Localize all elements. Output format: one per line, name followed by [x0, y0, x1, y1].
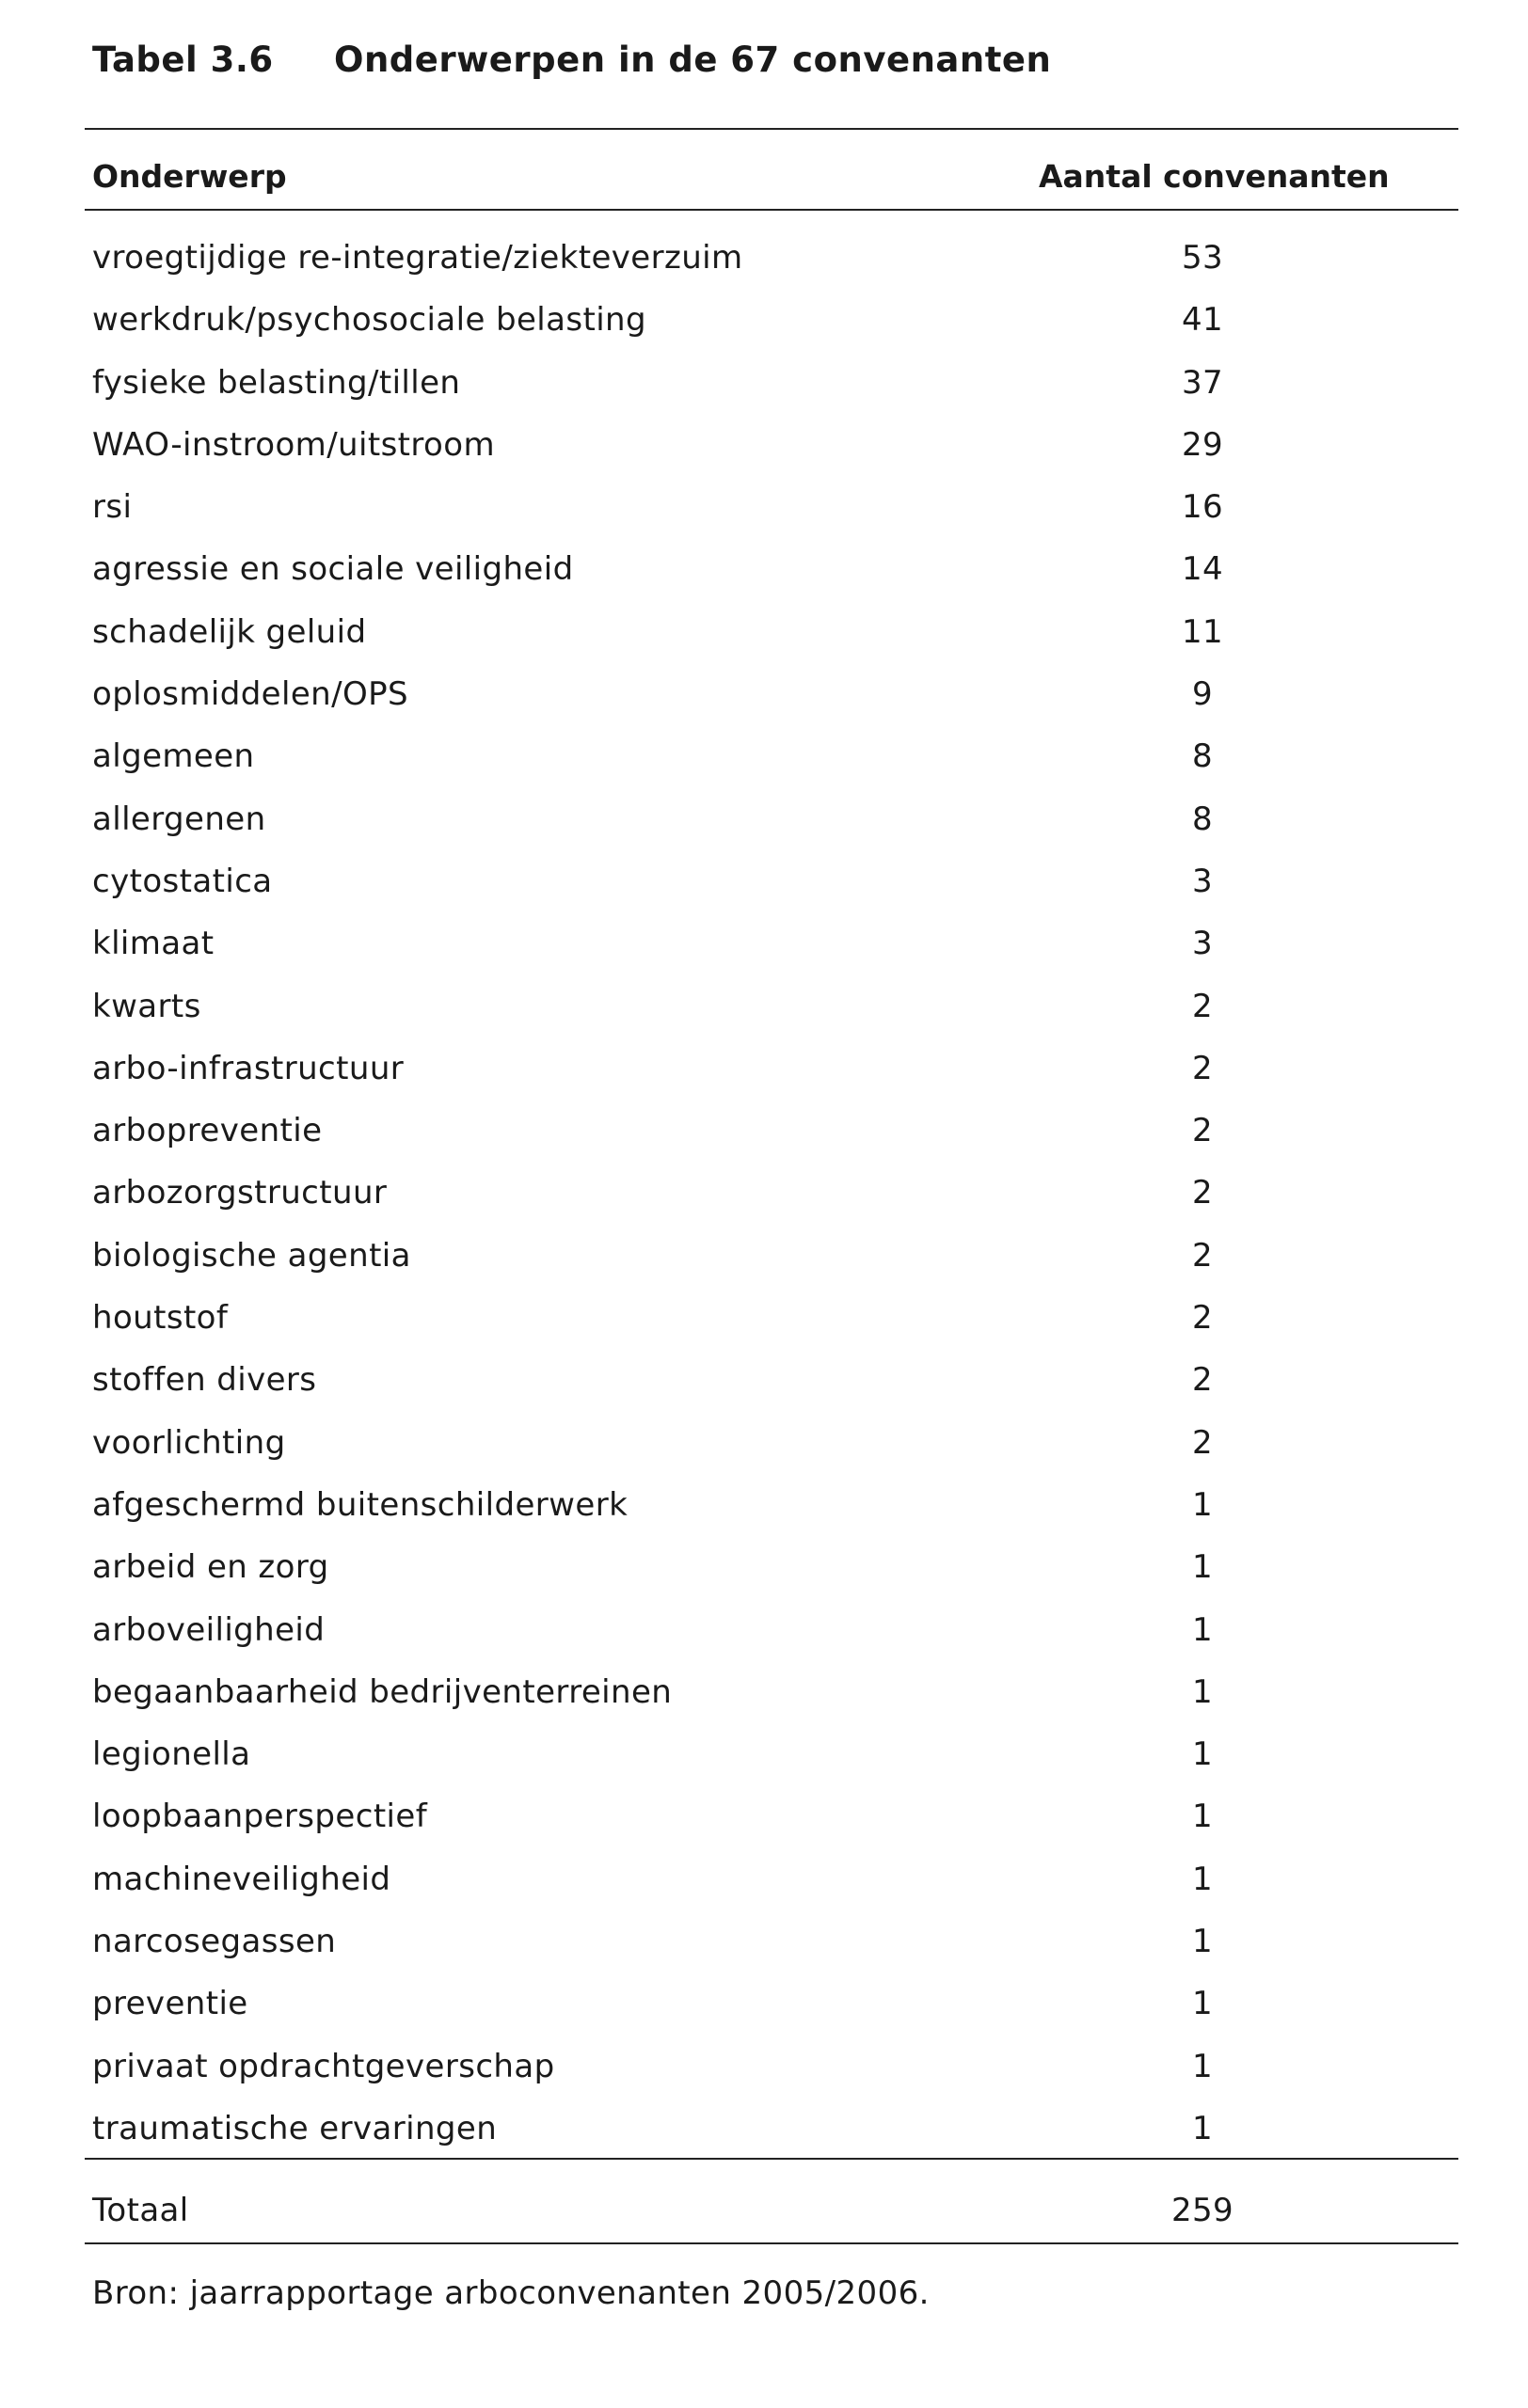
table-row	[92, 737, 1372, 800]
row-count: 8	[1191, 800, 1214, 838]
row-count: 1	[1191, 1610, 1214, 1649]
row-subject: legionella	[92, 1735, 251, 1774]
row-subject: stoffen divers	[92, 1361, 317, 1400]
row-subject: vroegtijdige re-integratie/ziekteverzuim	[92, 239, 743, 277]
table-row	[92, 1424, 1372, 1486]
row-subject: traumatische ervaringen	[92, 2109, 498, 2147]
table-row	[92, 613, 1372, 675]
table-row	[92, 1486, 1372, 1548]
row-count: 1	[1191, 1672, 1214, 1711]
row-subject: loopbaanperspectief	[92, 1798, 428, 1836]
row-subject: preventie	[92, 1985, 248, 2023]
table-row	[92, 1798, 1372, 1860]
table-header-row	[92, 158, 1390, 199]
row-count: 2	[1191, 1236, 1214, 1275]
row-count: 41	[1181, 301, 1224, 340]
row-count: 3	[1191, 925, 1214, 963]
row-subject: arbeid en zorg	[92, 1548, 329, 1587]
row-count: 2	[1191, 987, 1214, 1025]
column-header-subject: Onderwerp	[92, 158, 287, 195]
row-subject: begaanbaarheid bedrijventerreinen	[92, 1672, 673, 1711]
table-row	[92, 1673, 1372, 1735]
top-rule	[85, 128, 1458, 130]
row-count: 1	[1191, 1548, 1214, 1587]
row-subject: voorlichting	[92, 1423, 286, 1462]
table-row	[92, 364, 1372, 426]
table-source-note: Bron: jaarrapportage arboconvenanten 2005/2006.	[92, 2274, 930, 2312]
column-header-count: Aantal convenanten	[1039, 158, 1390, 195]
row-subject: privaat opdrachtgeverschap	[92, 2047, 555, 2085]
table-row	[92, 863, 1372, 925]
table-row	[92, 426, 1372, 488]
row-count: 2	[1191, 1174, 1214, 1212]
row-count: 1	[1191, 1798, 1214, 1836]
row-subject: rsi	[92, 488, 133, 527]
row-subject: werkdruk/psychosociale belasting	[92, 301, 646, 340]
total-bottom-rule	[85, 2242, 1458, 2244]
table-row	[92, 1361, 1372, 1423]
body-bottom-rule	[85, 2158, 1458, 2160]
table-row	[92, 1299, 1372, 1361]
row-subject: biologische agentia	[92, 1236, 411, 1275]
row-count: 2	[1191, 1112, 1214, 1150]
row-subject: narcosegassen	[92, 1923, 337, 1961]
table-row	[92, 1861, 1372, 1923]
total-label: Totaal	[92, 2192, 189, 2229]
table-row	[92, 1174, 1372, 1236]
table-row	[92, 925, 1372, 987]
row-count: 1	[1191, 2109, 1214, 2147]
total-count: 259	[1170, 2192, 1234, 2229]
table-caption	[92, 40, 1051, 80]
row-subject: kwarts	[92, 987, 201, 1025]
row-count: 53	[1181, 239, 1224, 277]
row-subject: algemeen	[92, 737, 255, 776]
table-row	[92, 675, 1372, 737]
table-title: Onderwerpen in de 67 convenanten	[334, 40, 1052, 80]
row-subject: fysieke belasting/tillen	[92, 363, 461, 402]
table-row	[92, 2110, 1372, 2172]
table-row	[92, 1548, 1372, 1610]
table-row	[92, 1735, 1372, 1798]
row-subject: WAO-instroom/uitstroom	[92, 425, 495, 464]
row-subject: schadelijk geluid	[92, 612, 367, 651]
table-row	[92, 1923, 1372, 1985]
row-subject: klimaat	[92, 925, 215, 963]
table-number: Tabel 3.6	[92, 40, 274, 80]
table-total-row	[92, 2192, 1372, 2235]
row-subject: afgeschermd buitenschilderwerk	[92, 1485, 629, 1524]
table-row	[92, 1611, 1372, 1673]
row-count: 2	[1191, 1299, 1214, 1338]
row-count: 1	[1191, 1985, 1214, 2023]
row-count: 16	[1181, 488, 1224, 527]
row-subject: cytostatica	[92, 862, 273, 900]
row-subject: oplosmiddelen/OPS	[92, 675, 409, 714]
row-subject: allergenen	[92, 800, 266, 838]
row-count: 2	[1191, 1049, 1214, 1087]
table-row	[92, 800, 1372, 863]
row-subject: arboveiligheid	[92, 1610, 326, 1649]
table-body	[92, 239, 1372, 2172]
table-row	[92, 488, 1372, 550]
row-count: 1	[1191, 1485, 1214, 1524]
row-count: 1	[1191, 1735, 1214, 1774]
row-count: 1	[1191, 1923, 1214, 1961]
header-rule	[85, 209, 1458, 211]
table-row	[92, 1985, 1372, 2047]
row-subject: machineveiligheid	[92, 1860, 391, 1898]
row-count: 11	[1181, 612, 1224, 651]
table-row	[92, 1050, 1372, 1112]
row-subject: arbopreventie	[92, 1112, 323, 1150]
row-count: 14	[1181, 550, 1224, 589]
row-subject: houtstof	[92, 1299, 229, 1338]
row-count: 2	[1191, 1423, 1214, 1462]
table-row	[92, 550, 1372, 612]
row-count: 1	[1191, 1860, 1214, 1898]
row-subject: arbozorgstructuur	[92, 1174, 388, 1212]
row-count: 37	[1181, 363, 1224, 402]
row-count: 2	[1191, 1361, 1214, 1400]
row-subject: agressie en sociale veiligheid	[92, 550, 574, 589]
table-row	[92, 2048, 1372, 2110]
table-row	[92, 988, 1372, 1050]
row-count: 29	[1181, 425, 1224, 464]
table-row	[92, 301, 1372, 363]
row-count: 9	[1191, 675, 1214, 714]
row-count: 1	[1191, 2047, 1214, 2085]
table-row	[92, 239, 1372, 301]
row-count: 3	[1191, 862, 1214, 900]
table-row	[92, 1112, 1372, 1174]
row-subject: arbo-infrastructuur	[92, 1049, 405, 1087]
row-count: 8	[1191, 737, 1214, 776]
table-row	[92, 1237, 1372, 1299]
